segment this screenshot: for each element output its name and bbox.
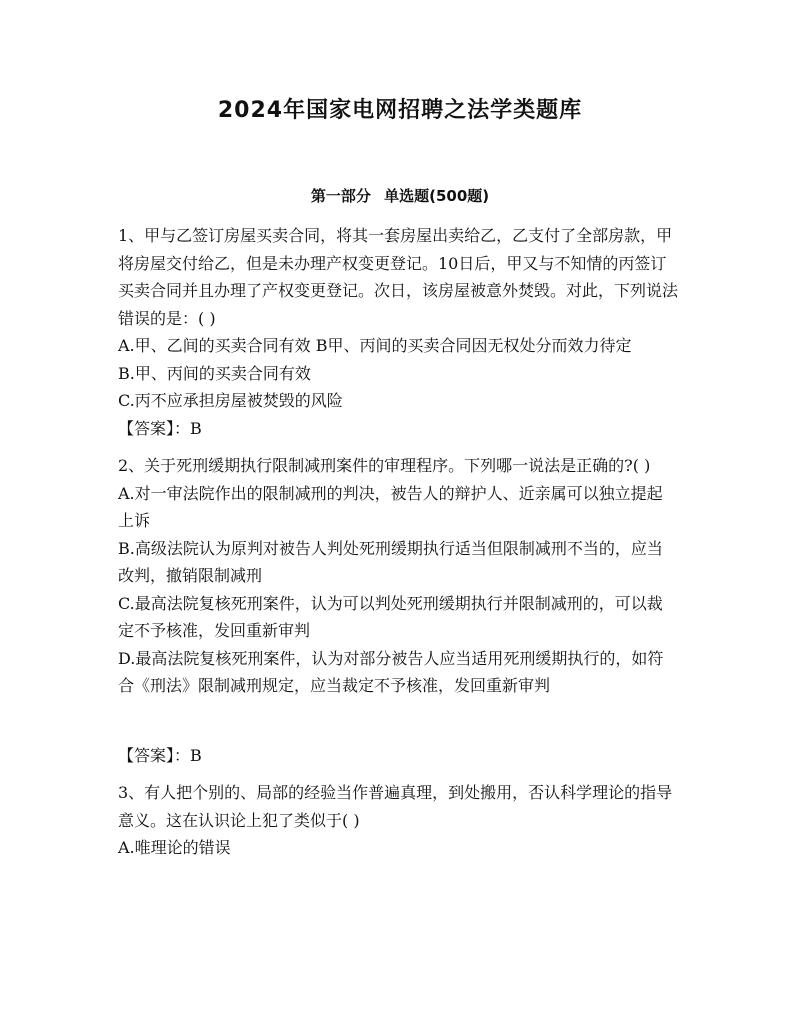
option-b: B.甲、丙间的买卖合同有效 xyxy=(118,363,311,383)
question-1 xyxy=(118,222,678,442)
section-heading: 第一部分 单选题(500题) xyxy=(310,187,490,205)
option-a: A.甲、乙间的买卖合同有效 B甲、丙间的买卖合同因无权处分而效力待定 xyxy=(118,336,632,355)
option-b: B.高级法院认为原判对被告人判处死刑缓期执行适当但限制减刑不当的，应当改判，撤销限制减刑 xyxy=(118,538,663,585)
question-stem: 1、甲与乙签订房屋买卖合同，将其一套房屋出卖给乙，乙支付了全部房款，甲将房屋交付给乙，但是未办理产权变更登记。10日后，甲又与不知情的丙签订买卖合同并且办理了产权变更登记。次日，该房屋被意外焚毁。对此，下列说法错误的是：( ) xyxy=(118,226,679,328)
question-list xyxy=(118,222,678,862)
answer-line: 【答案】：B xyxy=(118,418,202,438)
question-2 xyxy=(118,452,678,769)
option-c: C.丙不应承担房屋被焚毁的风险 xyxy=(118,391,343,410)
question-stem: 3、有人把个别的、局部的经验当作普遍真理，到处搬用，否认科学理论的指导意义。这在认识论上犯了类似于( ) xyxy=(118,783,673,830)
option-d: D.最高法院复核死刑案件，认为对部分被告人应当适用死刑缓期执行的，如符合《刑法》限制减刑规定，应当裁定不予核准，发回重新审判 xyxy=(118,648,664,695)
question-3 xyxy=(118,779,678,862)
answer-line: 【答案】：B xyxy=(118,745,202,765)
option-a: A.对一审法院作出的限制减刑的判决，被告人的辩护人、近亲属可以独立提起上诉 xyxy=(118,483,663,530)
option-c: C.最高法院复核死刑案件，认为可以判处死刑缓期执行并限制减刑的，可以裁定不予核准，发回重新审判 xyxy=(118,593,663,640)
question-stem: 2、关于死刑缓期执行限制减刑案件的审理程序。下列哪一说法是正确的?( ) xyxy=(118,456,651,475)
option-a: A.唯理论的错误 xyxy=(118,838,231,857)
document-title: 2024年国家电网招聘之法学类题库 xyxy=(217,98,583,123)
